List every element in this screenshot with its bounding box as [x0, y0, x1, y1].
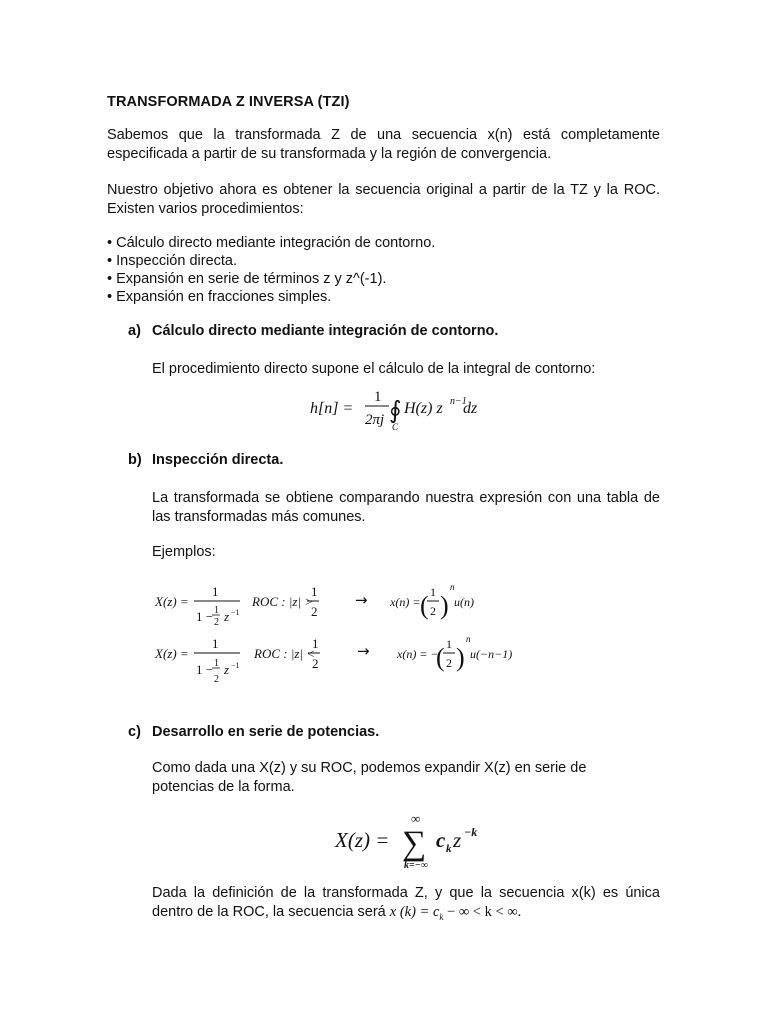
rhs-numerator: 1: [430, 585, 436, 599]
section-c-text-1: Como dada una X(z) y su ROC, podemos expandir X(z) en serie de potencias de la forma.: [152, 760, 587, 795]
denominator-prefix: 1 −: [196, 609, 214, 624]
inner-denominator: 2: [214, 617, 219, 628]
example-1-formula: [150, 580, 530, 628]
rhs-exponent: n: [466, 634, 471, 644]
example-2-formula: [150, 632, 550, 688]
text-prefix: Dada la definición de la transformada Z, y que la secuencia x(k) es única dentro de la ROC, la secuencia será: [152, 885, 660, 920]
rhs-numerator: 1: [446, 637, 452, 651]
section-title: Inspección directa.: [152, 452, 284, 468]
roc-condition: ROC : |z| <: [254, 646, 316, 661]
list-item: • Expansión en fracciones simples.: [107, 289, 332, 305]
inner-numerator: 1: [214, 658, 219, 669]
denominator-prefix: 1 −: [196, 662, 214, 677]
rhs-tail: u(−n−1): [470, 647, 513, 661]
denominator-variable: z: [224, 609, 230, 624]
formula-rhs: x(n) = −: [397, 647, 439, 661]
intro-paragraph-2: Nuestro objetivo ahora es obtener la secuencia original a partir de la TZ y la ROC. Existen varios procedimientos:: [107, 182, 660, 217]
formula-numerator: 1: [212, 636, 219, 651]
list-item: • Inspección directa.: [107, 253, 238, 269]
list-item: • Expansión en serie de términos z y z^(-1).: [107, 271, 387, 287]
section-label: a): [128, 323, 141, 339]
formula-lhs: h[n] =: [310, 400, 354, 417]
examples-label: Ejemplos:: [152, 544, 216, 560]
formula-numerator: 1: [374, 389, 382, 405]
inline-range: − ∞ < k < ∞.: [443, 904, 522, 920]
integrand-exponent: n−1: [450, 396, 467, 407]
denominator-variable: z: [224, 662, 230, 677]
roc-numerator: 1: [311, 584, 318, 599]
power-series-formula: [330, 810, 490, 872]
section-a-text: El procedimiento directo supone el cálculo de la integral de contorno:: [152, 361, 596, 377]
sum-upper-limit: ∞: [411, 811, 421, 826]
contour-integral-symbol: ∮: [389, 398, 402, 424]
intro-paragraph-1: Sabemos que la transformada Z de una secuencia x(n) está completamente especificada a partir de su transformada y la región de convergencia.: [107, 127, 660, 162]
inner-denominator: 2: [214, 674, 219, 685]
arrow-right-icon: →: [357, 642, 370, 660]
left-paren: (: [420, 591, 429, 620]
sum-lower-limit: k=−∞: [404, 860, 428, 871]
inline-formula: x (k) = c: [389, 904, 440, 920]
bullet-list: [107, 234, 435, 306]
arrow-right-icon: →: [355, 591, 368, 609]
section-c-heading: [128, 724, 379, 740]
summation-symbol: ∑: [402, 825, 427, 862]
rhs-denominator: 2: [446, 656, 452, 670]
section-a-heading: [128, 323, 498, 339]
section-title: Cálculo directo mediante integración de contorno.: [152, 323, 499, 339]
page-title: TRANSFORMADA Z INVERSA (TZI): [107, 94, 350, 110]
rhs-denominator: 2: [430, 604, 436, 618]
integral-path: C: [392, 422, 399, 432]
section-c-text-2: [152, 884, 660, 927]
left-paren: (: [436, 643, 445, 672]
formula-rhs: x(n) =: [390, 595, 421, 609]
formula-denominator: 2πj: [365, 412, 385, 428]
formula-lhs: X(z) =: [155, 594, 189, 609]
right-paren: ): [456, 643, 465, 672]
contour-integral-formula: [300, 384, 480, 434]
series-variable: z: [453, 828, 462, 852]
right-paren: ): [440, 591, 449, 620]
roc-condition: ROC : |z| >: [252, 594, 314, 609]
rhs-exponent: n: [450, 582, 455, 592]
inner-numerator: 1: [214, 605, 219, 616]
section-title: Desarrollo en serie de potencias.: [152, 724, 380, 740]
formula-lhs: X(z) =: [155, 646, 189, 661]
formula-numerator: 1: [212, 584, 219, 599]
section-label: c): [128, 724, 141, 740]
coefficient-subscript: k: [446, 843, 452, 855]
roc-denominator: 2: [312, 656, 319, 671]
differential: dz: [463, 400, 478, 417]
series-exponent: −k: [464, 825, 478, 839]
section-b-text: La transformada se obtiene comparando nuestra expresión con una tabla de las transformadas más comunes.: [152, 490, 660, 525]
section-b-heading: [128, 452, 283, 468]
section-label: b): [128, 452, 142, 468]
list-item: • Cálculo directo mediante integración de contorno.: [107, 235, 436, 251]
denominator-exponent: −1: [231, 608, 240, 617]
roc-numerator: 1: [312, 636, 319, 651]
denominator-exponent: −1: [231, 661, 240, 670]
rhs-tail: u(n): [454, 595, 474, 609]
series-coefficient: c: [436, 828, 446, 852]
integrand: H(z) z: [404, 400, 443, 417]
inline-subscript: k: [439, 911, 444, 922]
formula-lhs: X(z) =: [335, 828, 390, 852]
roc-denominator: 2: [311, 604, 318, 619]
